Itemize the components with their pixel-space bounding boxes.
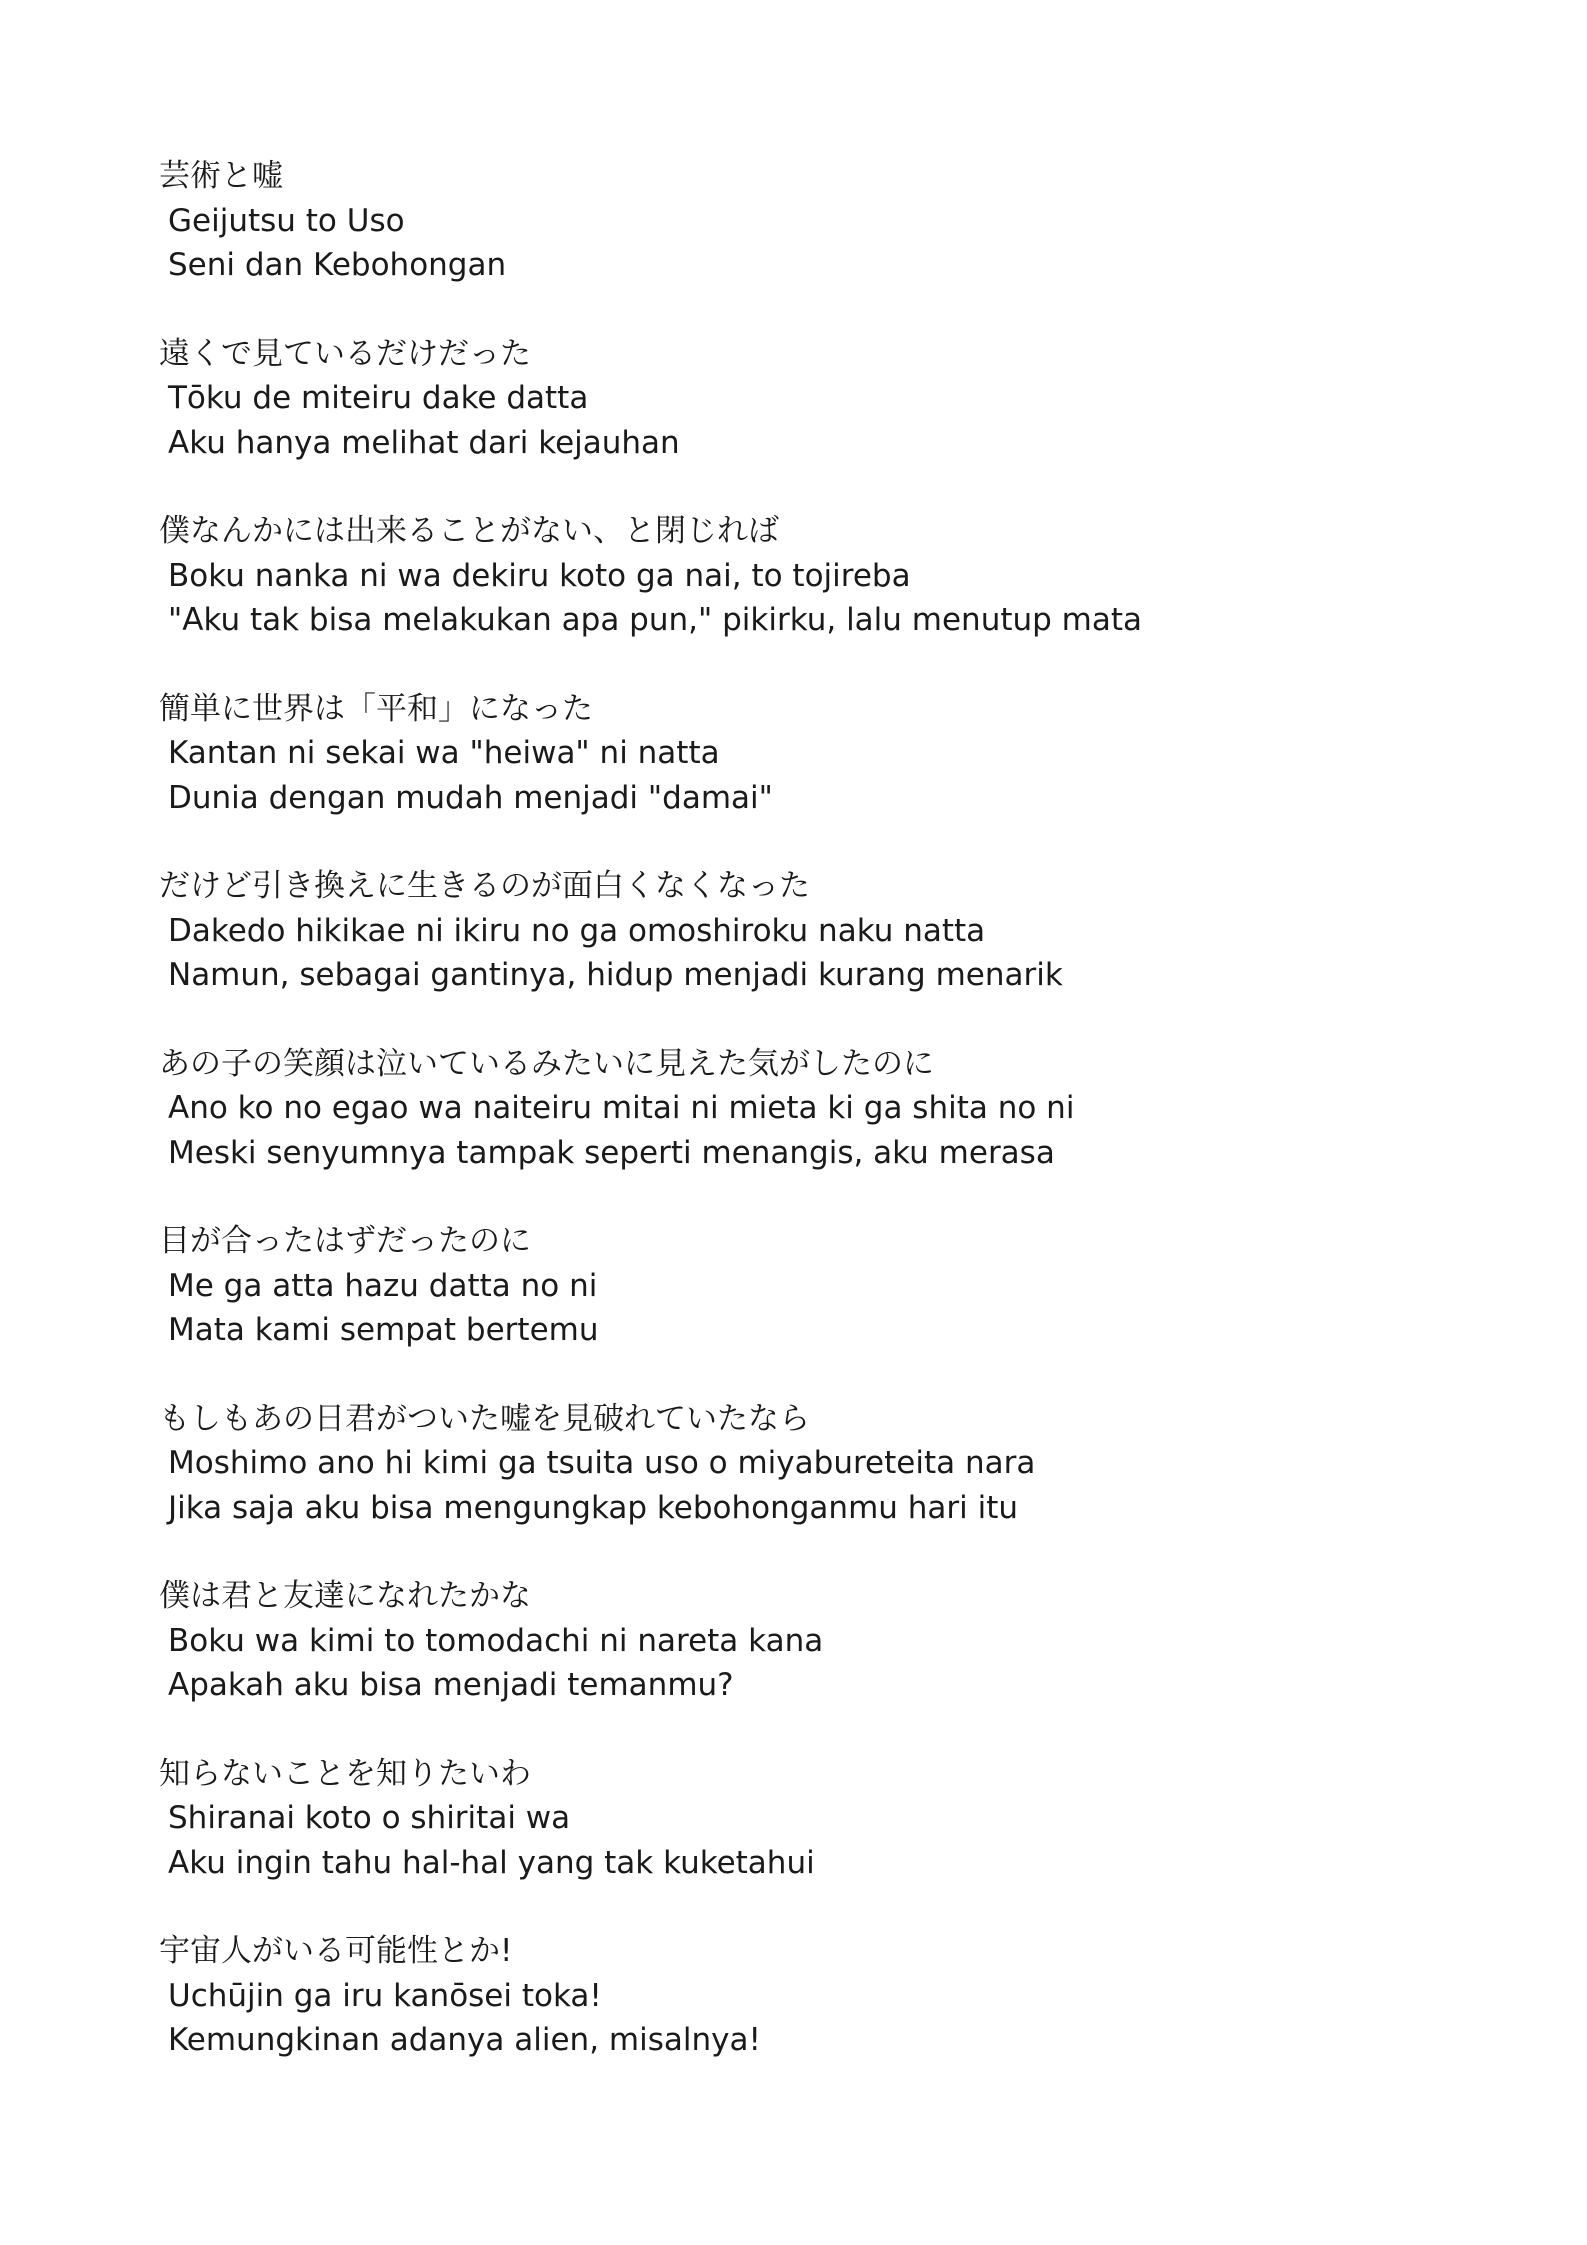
- japanese-line: 遠くで見ているだけだった: [159, 335, 531, 372]
- japanese-line: あの子の笑顔は泣いているみたいに見えた気がしたのに: [159, 1045, 934, 1082]
- romaji-line: Kantan ni sekai wa "heiwa" ni natta: [168, 735, 720, 771]
- japanese-line: 僕なんかには出来ることがない、と閉じれば: [159, 513, 779, 549]
- romaji-line: Boku wa kimi to tomodachi ni nareta kana: [168, 1622, 824, 1659]
- japanese-line: 僕は君と友達になれたかな: [159, 1578, 531, 1614]
- japanese-line: もしもあの日君がついた嘘を見破れていたなら: [159, 1400, 810, 1437]
- stanza: [159, 1042, 1459, 1176]
- translation-line: Jika saja aku bisa mengungkap kebohonganmu hari itu: [168, 1489, 1019, 1526]
- translation-line: Apakah aku bisa menjadi temanmu?: [168, 1667, 734, 1703]
- stanza: [159, 332, 1459, 466]
- japanese-line: 宇宙人がいる可能性とか!: [159, 1933, 513, 1969]
- romaji-line: Me ga atta hazu datta no ni: [168, 1267, 598, 1304]
- stanza: [159, 1929, 1459, 2063]
- romaji-line: Geijutsu to Uso: [168, 202, 405, 239]
- translation-line: Kemungkinan adanya alien, misalnya!: [168, 2022, 761, 2058]
- translation-line: Meski senyumnya tampak seperti menangis, aku merasa: [168, 1134, 1055, 1171]
- stanza-title: [159, 154, 1459, 288]
- stanza: [159, 1397, 1459, 1531]
- stanza: [159, 1752, 1459, 1886]
- stanza: [159, 1574, 1459, 1708]
- japanese-line: 簡単に世界は「平和」になった: [159, 690, 593, 727]
- translation-line: Aku ingin tahu hal-hal yang tak kuketahui: [168, 1844, 815, 1881]
- romaji-line: Boku nanka ni wa dekiru koto ga nai, to tojireba: [168, 557, 911, 594]
- romaji-line: Dakedo hikikae ni ikiru no ga omoshiroku naku natta: [168, 912, 986, 949]
- japanese-line: 芸術と嘘: [159, 158, 283, 194]
- translation-line: Mata kami sempat bertemu: [168, 1312, 599, 1348]
- lyrics-document: [159, 154, 1459, 2107]
- translation-line: Dunia dengan mudah menjadi "damai": [168, 779, 773, 816]
- japanese-line: だけど引き換えに生きるのが面白くなくなった: [159, 868, 810, 904]
- romaji-line: Uchūjin ga iru kanōsei toka!: [168, 1977, 602, 2014]
- translation-line: Aku hanya melihat dari kejauhan: [168, 424, 680, 461]
- stanza: [159, 1219, 1459, 1353]
- translation-line: Namun, sebagai gantinya, hidup menjadi kurang menarik: [168, 957, 1063, 993]
- stanza: [159, 687, 1459, 821]
- romaji-line: Tōku de miteiru dake datta: [168, 380, 589, 416]
- japanese-line: 目が合ったはずだったのに: [159, 1223, 531, 1259]
- translation-line: Seni dan Kebohongan: [168, 247, 507, 283]
- stanza: [159, 509, 1459, 643]
- japanese-line: 知らないことを知りたいわ: [159, 1755, 531, 1792]
- romaji-line: Shiranai koto o shiritai wa: [168, 1800, 571, 1836]
- stanza: [159, 864, 1459, 998]
- romaji-line: Ano ko no egao wa naiteiru mitai ni mieta ki ga shita no ni: [168, 1090, 1075, 1126]
- romaji-line: Moshimo ano hi kimi ga tsuita uso o miyabureteita nara: [168, 1445, 1036, 1481]
- translation-line: "Aku tak bisa melakukan apa pun," pikirku, lalu menutup mata: [168, 602, 1143, 638]
